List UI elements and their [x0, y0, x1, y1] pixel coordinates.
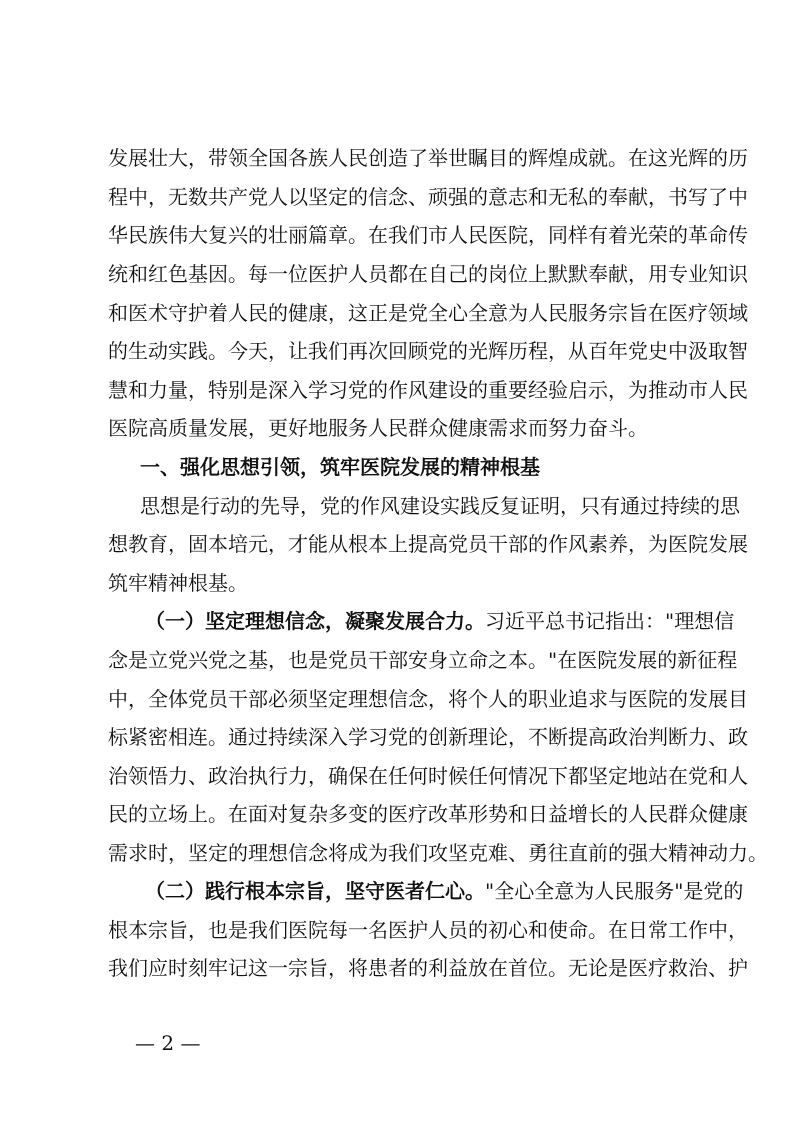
body-line: 需求时，坚定的理想信念将成为我们攻坚克难、勇往直前的强大精神动力。 [108, 841, 768, 865]
body-line: 治领悟力、政治执行力，确保在任何时候任何情况下都坚定地站在党和人 [108, 764, 748, 788]
page-number: — 2 — [135, 1031, 201, 1055]
body-line: 程中，无数共产党人以坚定的信念、顽强的意志和无私的奉献，书写了中 [108, 185, 748, 209]
body-line: 中，全体党员干部必须坚定理想信念，将个人的职业追求与医院的发展目 [108, 687, 748, 711]
body-line: 标紧密相连。通过持续深入学习党的创新理论，不断提高政治判断力、政 [108, 725, 748, 749]
body-line: 念是立党兴党之基，也是党员干部安身立命之本。"在医院发展的新征程 [108, 648, 738, 672]
body-line: 思想是行动的先导，党的作风建设实践反复证明，只有通过持续的思 [140, 494, 740, 518]
body-line: 根本宗旨，也是我们医院每一名医护人员的初心和使命。在日常工作中， [108, 918, 748, 942]
section-heading: 一、强化思想引领，筑牢医院发展的精神根基 [140, 455, 540, 479]
body-text: "全心全意为人民服务"是党的 [485, 879, 744, 903]
body-line: 民的立场上。在面对复杂多变的医疗改革形势和日益增长的人民群众健康 [108, 802, 748, 826]
subheading-line [145, 606, 735, 636]
subheading-line [145, 876, 744, 906]
body-text: 习近平总书记指出："理想信 [485, 609, 735, 633]
body-line: 筑牢精神根基。 [108, 571, 248, 595]
body-line: 医院高质量发展，更好地服务人民群众健康需求而努力奋斗。 [108, 416, 648, 440]
body-line: 慧和力量，特别是深入学习党的作风建设的重要经验启示，为推动市人民 [108, 378, 748, 402]
body-line: 和医术守护着人民的健康，这正是党全心全意为人民服务宗旨在医疗领域 [108, 301, 748, 325]
subheading: （一）坚定理想信念，凝聚发展合力。 [145, 609, 485, 633]
body-line: 发展壮大，带领全国各族人民创造了举世瞩目的辉煌成就。在这光辉的历 [108, 146, 748, 170]
body-line: 我们应时刻牢记这一宗旨，将患者的利益放在首位。无论是医疗救治、护 [108, 956, 748, 980]
body-line: 统和红色基因。每一位医护人员都在自己的岗位上默默奉献，用专业知识 [108, 262, 748, 286]
body-line: 想教育，固本培元，才能从根本上提高党员干部的作风素养，为医院发展 [108, 532, 748, 556]
body-line: 的生动实践。今天，让我们再次回顾党的光辉历程，从百年党史中汲取智 [108, 339, 748, 363]
subheading: （二）践行根本宗旨，坚守医者仁心。 [145, 879, 485, 903]
body-line: 华民族伟大复兴的壮丽篇章。在我们市人民医院，同样有着光荣的革命传 [108, 223, 748, 247]
